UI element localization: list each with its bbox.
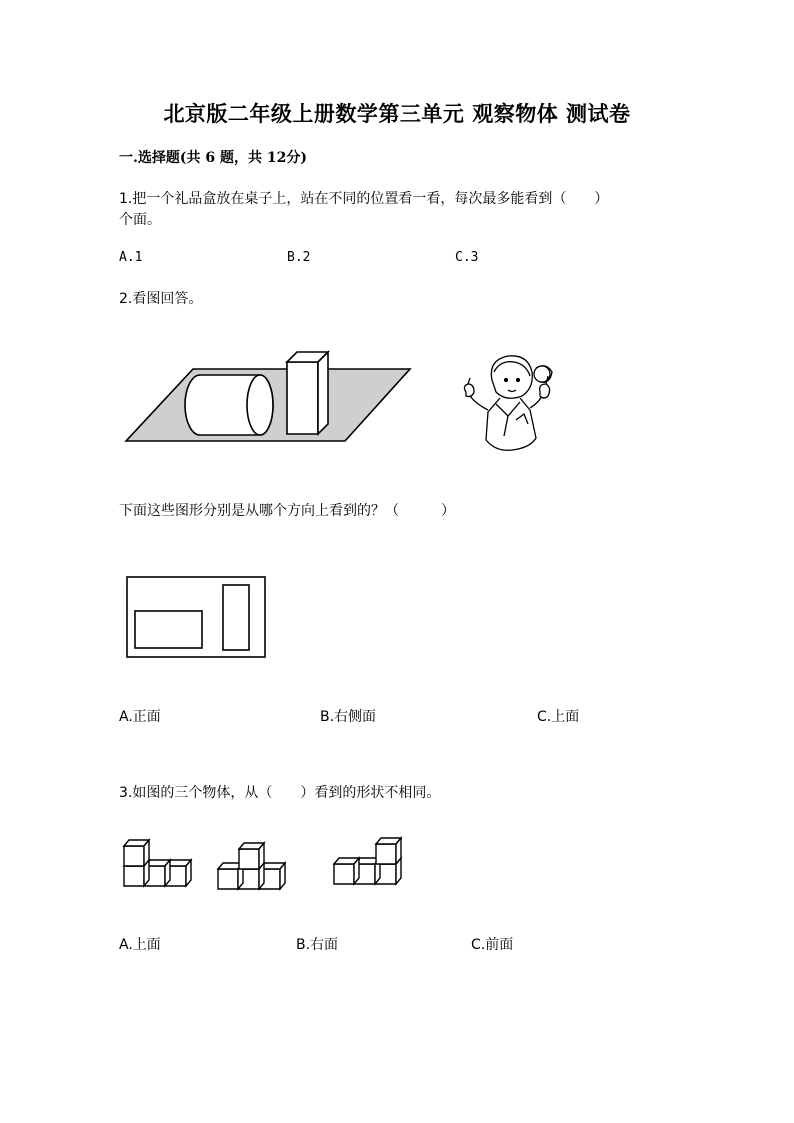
q1-option-a[interactable]: A.1 bbox=[119, 250, 143, 265]
object-3 bbox=[334, 838, 401, 884]
q2-subquestion: 下面这些图形分别是从哪个方向上看到的？（ ） bbox=[119, 503, 455, 519]
q2-option-c[interactable]: C.上面 bbox=[537, 709, 580, 725]
q3-option-a[interactable]: A.上面 bbox=[119, 937, 161, 953]
object-2 bbox=[218, 843, 285, 889]
page-title: 北京版二年级上册数学第三单元 观察物体 测试卷 bbox=[163, 101, 631, 126]
q3-option-c[interactable]: C.前面 bbox=[471, 937, 514, 953]
q2-stem: 2.看图回答。 bbox=[119, 291, 203, 307]
q2-option-a[interactable]: A.正面 bbox=[119, 709, 161, 725]
q1-option-b[interactable]: B.2 bbox=[287, 250, 311, 265]
q1-stem-line2: 个面。 bbox=[119, 212, 161, 228]
q3-option-b[interactable]: B.右面 bbox=[296, 937, 339, 953]
q1-option-c[interactable]: C.3 bbox=[455, 250, 479, 265]
q2-option-b[interactable]: B.右侧面 bbox=[320, 709, 377, 725]
q1-stem-line1: 1.把一个礼品盒放在桌子上，站在不同的位置看一看，每次最多能看到（ ） bbox=[119, 191, 609, 207]
object-1 bbox=[124, 840, 191, 886]
section-heading: 一.选择题(共 6 题，共 12分) bbox=[119, 150, 307, 166]
q3-stem: 3.如图的三个物体，从（ ）看到的形状不相同。 bbox=[119, 785, 441, 801]
